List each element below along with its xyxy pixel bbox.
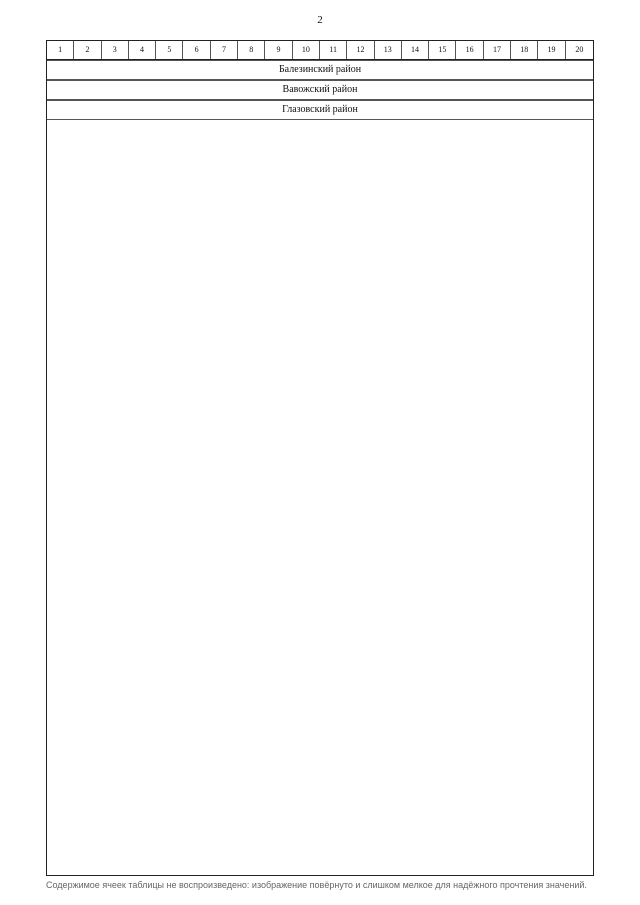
column-number-cell: 11: [320, 41, 347, 59]
column-number-cell: 18: [511, 41, 538, 59]
column-number-cell: 15: [429, 41, 456, 59]
column-number-cell: 8: [238, 41, 265, 59]
column-number-cell: 2: [74, 41, 101, 59]
column-number-cell: 16: [456, 41, 483, 59]
column-number-cell: 3: [102, 41, 129, 59]
page-number: 2: [317, 14, 323, 26]
column-number-row: [47, 41, 593, 60]
data-table: [46, 40, 594, 876]
district-section-heading: Балезинский район: [47, 60, 593, 80]
table-body: [47, 60, 593, 840]
column-number-cell: 9: [265, 41, 292, 59]
column-number-cell: 10: [293, 41, 320, 59]
column-number-cell: 5: [156, 41, 183, 59]
column-number-cell: 20: [575, 45, 584, 54]
unreadable-cells-notice: Содержимое ячеек таблицы не воспроизведено: изображение повёрнуто и слишком мелкое для надёжного прочтения значений.: [46, 880, 587, 890]
column-number-cell: 4: [129, 41, 156, 59]
column-number-cell: 17: [484, 41, 511, 59]
column-number-cell: 19: [538, 41, 565, 59]
column-number-cell: 14: [402, 41, 429, 59]
column-number-cell: 7: [211, 41, 238, 59]
column-number-cell: 12: [347, 41, 374, 59]
column-number-cell: 6: [183, 41, 210, 59]
column-number-cell: 13: [375, 41, 402, 59]
district-section-heading: Глазовский район: [47, 100, 593, 120]
column-number-cell: 1: [47, 41, 74, 59]
district-section-heading: Вавожский район: [47, 80, 593, 100]
